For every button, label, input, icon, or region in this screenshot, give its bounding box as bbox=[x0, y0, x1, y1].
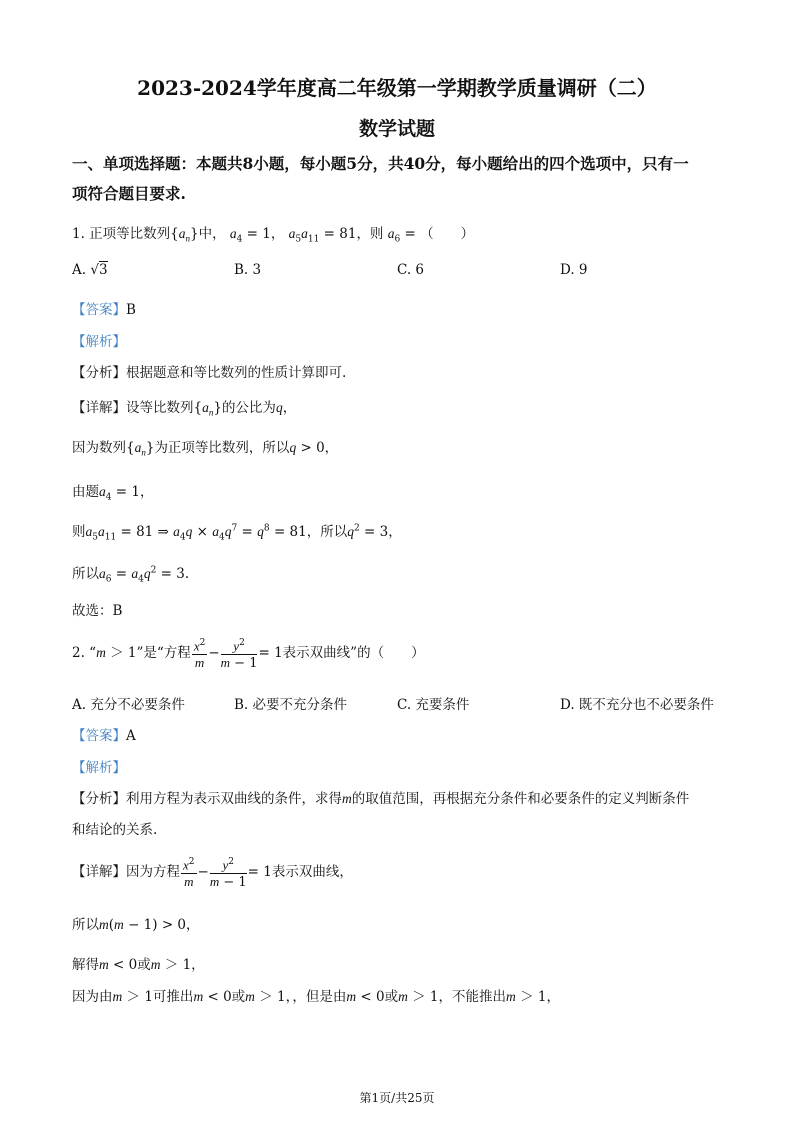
q1-final: 故选：B bbox=[72, 603, 123, 619]
q1-option-b[interactable]: B. 3 bbox=[234, 262, 262, 278]
math-a5a11: $a_5a_{11} = 81$ bbox=[288, 226, 357, 245]
fraction-x2-m: $\frac{x^2}{m}$ bbox=[193, 638, 206, 671]
math-a6: $a_6$ = bbox=[387, 226, 416, 245]
q2-option-b[interactable]: B. 必要不充分条件 bbox=[234, 697, 348, 713]
fraction-y2-m-1: $\frac{y^2}{m - 1}$ bbox=[220, 638, 258, 672]
q1-detail-1: 【详解】设等比数列$\{a_n\}$的公比为q， bbox=[72, 400, 297, 418]
q1-option-c[interactable]: C. 6 bbox=[397, 262, 425, 278]
section-heading-cont: 项符合题目要求. bbox=[72, 184, 186, 203]
q2-stem: 2. “m ＞ 1”是“方程 $\frac{x^2}{m}$ − $\frac{y^2}{m - 1}$ = 1表示双曲线”的（ ） bbox=[72, 638, 425, 672]
q2-option-a[interactable]: A. 充分不必要条件 bbox=[72, 697, 185, 713]
q1-answer: 【答案】B bbox=[72, 302, 136, 318]
q1-detail-3: 由题$a_4 = 1$， bbox=[72, 484, 154, 503]
q2-analysis-tag: 【解析】 bbox=[72, 760, 126, 776]
q2-detail-2: 所以m(m − 1) > 0， bbox=[72, 917, 200, 933]
section-heading: 一、单项选择题：本题共8小题，每小题5分，共40分，每小题给出的四个选项中，只有一 bbox=[72, 154, 689, 173]
q2-detail-3: 解得m < 0或m ＞ 1， bbox=[72, 957, 205, 973]
q2-detail-1: 【详解】因为方程 $\frac{x^2}{m}$ − $\frac{y^2}{m - 1}$ = 1表示双曲线， bbox=[72, 857, 353, 891]
q1-detail-4: 则$a_5a_{11} = 81$ ⇒ $a_4q \times a_4q^7 = q^8 = 81$，所以$q^2 = 3$， bbox=[72, 523, 402, 543]
q2-fenxi-1: 【分析】利用方程为表示双曲线的条件，求得m的取值范围，再根据充分条件和必要条件的定义判断条件 bbox=[72, 791, 690, 807]
q2-detail-4: 因为由m ＞ 1可推出m < 0或m ＞ 1，，但是由m < 0或m ＞ 1，不能推出m ＞ 1， bbox=[72, 989, 560, 1005]
q1-detail-5: 所以$a_6 = a_4q^2 = 3$. bbox=[72, 565, 190, 585]
math-a4: $a_4 = 1$ bbox=[229, 226, 271, 245]
sqrt-symbol: √ bbox=[90, 262, 99, 278]
q2-option-c[interactable]: C. 充要条件 bbox=[397, 697, 470, 713]
math-sequence: $\{a_n\}$ bbox=[170, 226, 199, 244]
page-title: 2023-2024学年度高二年级第一学期教学质量调研（二） bbox=[137, 76, 657, 100]
q2-option-d[interactable]: D. 既不充分也不必要条件 bbox=[560, 697, 714, 713]
q1-option-d[interactable]: D. 9 bbox=[560, 262, 588, 278]
q1-analysis-tag: 【解析】 bbox=[72, 334, 126, 350]
page-subtitle: 数学试题 bbox=[358, 118, 435, 140]
q1-fenxi: 【分析】根据题意和等比数列的性质计算即可. bbox=[72, 365, 347, 381]
page-footer: 第1页/共25页 bbox=[359, 1091, 435, 1105]
q1-option-a[interactable]: A. √3 bbox=[72, 262, 108, 278]
q2-answer: 【答案】A bbox=[72, 728, 136, 744]
q2-fenxi-2: 和结论的关系. bbox=[72, 822, 158, 838]
q1-detail-2: 因为数列$\{a_n\}$为正项等比数列，所以q > 0， bbox=[72, 440, 339, 458]
q1-stem: 1. 正项等比数列$\{a_n\}$中， $a_4 = 1$， $a_5a_{11} = 81$，则 $a_6$ = （ ） bbox=[72, 226, 475, 245]
